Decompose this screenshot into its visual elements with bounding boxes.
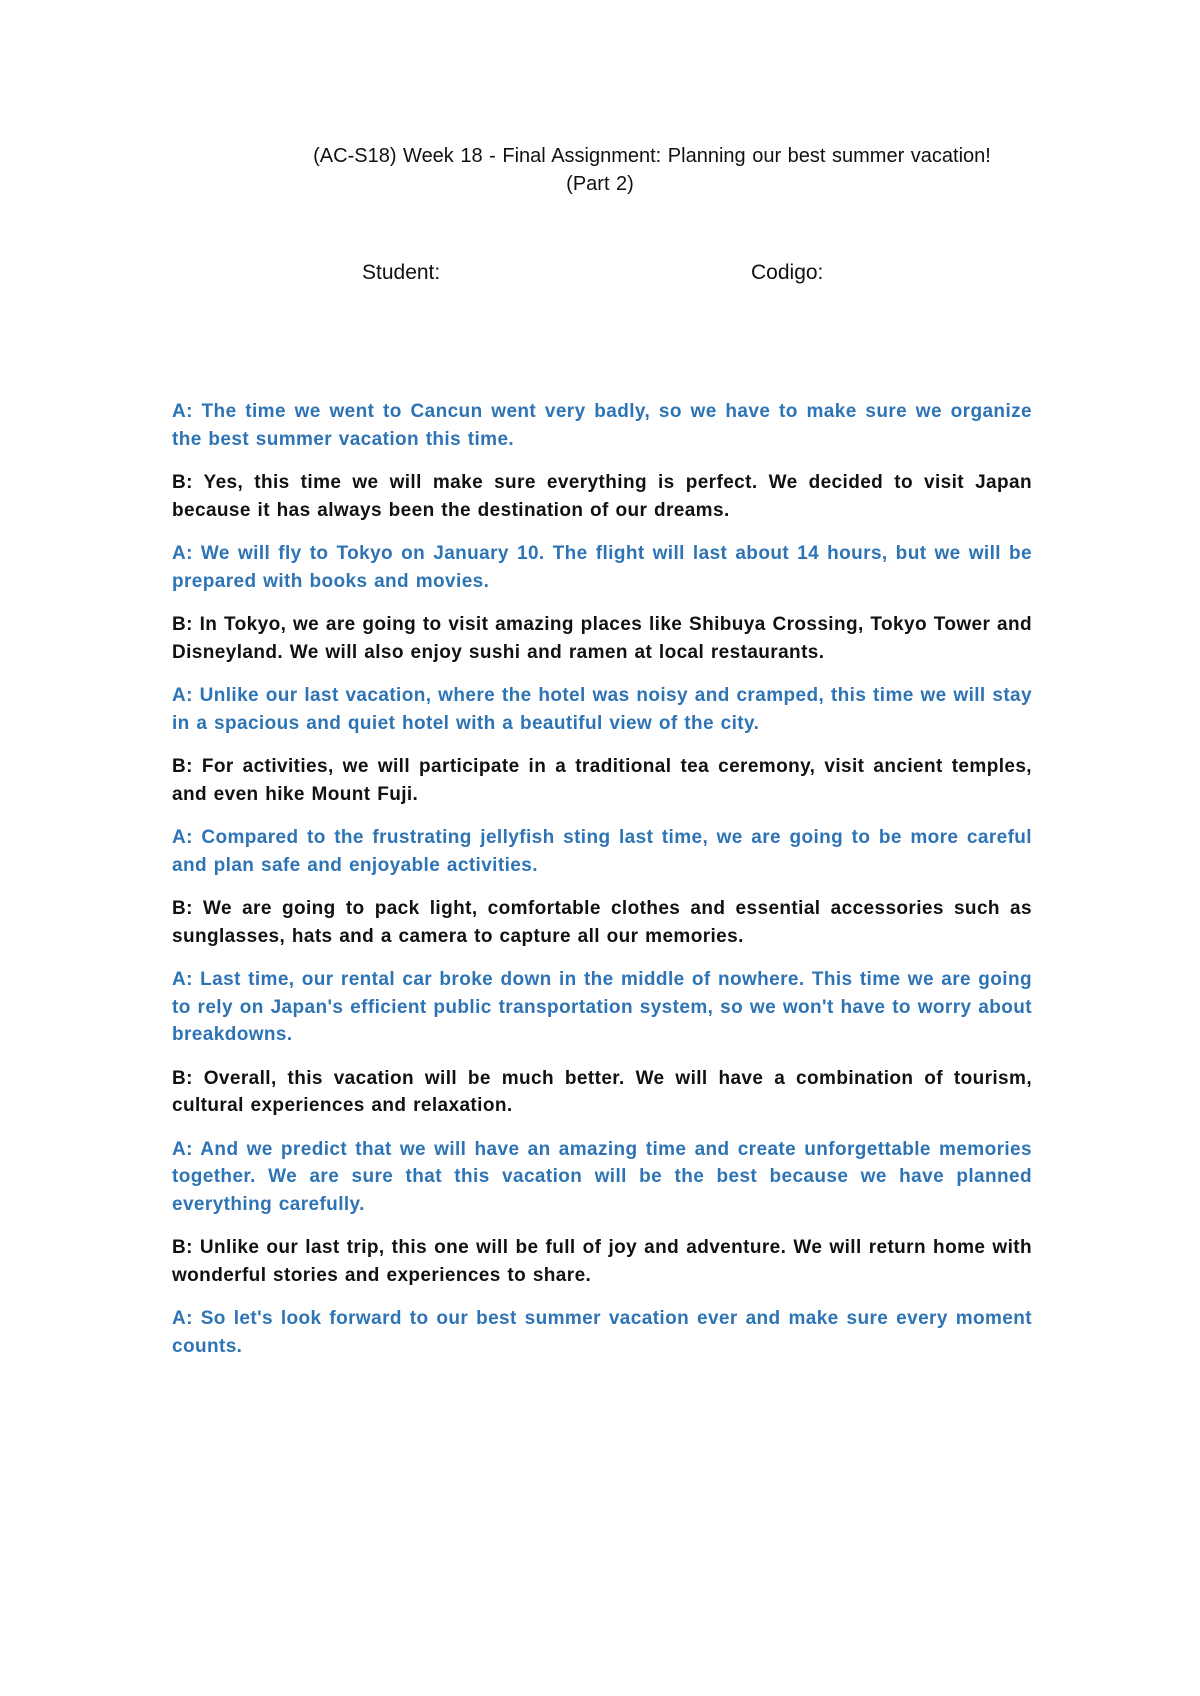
dialogue-line: A: The time we went to Cancun went very badly, so we have to make sure we organize the best summer vacation this time. xyxy=(172,401,1032,450)
dialogue-line: B: Overall, this vacation will be much better. We will have a combination of tourism, cultural experiences and relaxation. xyxy=(172,1067,1032,1116)
title-line-2: (Part 2) xyxy=(566,173,634,195)
dialogue-line: B: Unlike our last trip, this one will be full of joy and adventure. We will return home with wonderful stories and experiences to share. xyxy=(172,1237,1032,1286)
dialogue xyxy=(172,398,1032,1376)
dialogue-line: A: So let's look forward to our best summer vacation ever and make sure every moment counts. xyxy=(172,1308,1032,1357)
dialogue-line: A: Unlike our last vacation, where the hotel was noisy and cramped, this time we will stay in a spacious and quiet hotel with a beautiful view of the city. xyxy=(172,685,1032,734)
dialogue-line: B: Yes, this time we will make sure everything is perfect. We decided to visit Japan because it has always been the destination of our dreams. xyxy=(172,472,1032,521)
dialogue-line: B: In Tokyo, we are going to visit amazing places like Shibuya Crossing, Tokyo Tower and Disneyland. We will also enjoy sushi and ramen at local restaurants. xyxy=(172,614,1032,663)
codigo-label: Codigo: xyxy=(751,261,824,284)
dialogue-line: A: We will fly to Tokyo on January 10. The flight will last about 14 hours, but we will be prepared with books and movies. xyxy=(172,543,1032,592)
title-line-1: (AC-S18) Week 18 - Final Assignment: Planning our best summer vacation! xyxy=(313,145,991,167)
dialogue-line: A: Last time, our rental car broke down in the middle of nowhere. This time we are going to rely on Japan's efficient public transportation system, so we won't have to worry about breakdowns. xyxy=(172,969,1032,1045)
dialogue-line: A: And we predict that we will have an amazing time and create unforgettable memories together. We are sure that this vacation will be the best because we have planned everything carefully. xyxy=(172,1138,1032,1215)
dialogue-line: B: For activities, we will participate in a traditional tea ceremony, visit ancient temples, and even hike Mount Fuji. xyxy=(172,756,1032,805)
dialogue-line: B: We are going to pack light, comfortable clothes and essential accessories such as sunglasses, hats and a camera to capture all our memories. xyxy=(172,898,1032,947)
dialogue-line: A: Compared to the frustrating jellyfish sting last time, we are going to be more careful and plan safe and enjoyable activities. xyxy=(172,827,1032,876)
student-label: Student: xyxy=(362,261,441,284)
document-title xyxy=(0,142,1200,198)
